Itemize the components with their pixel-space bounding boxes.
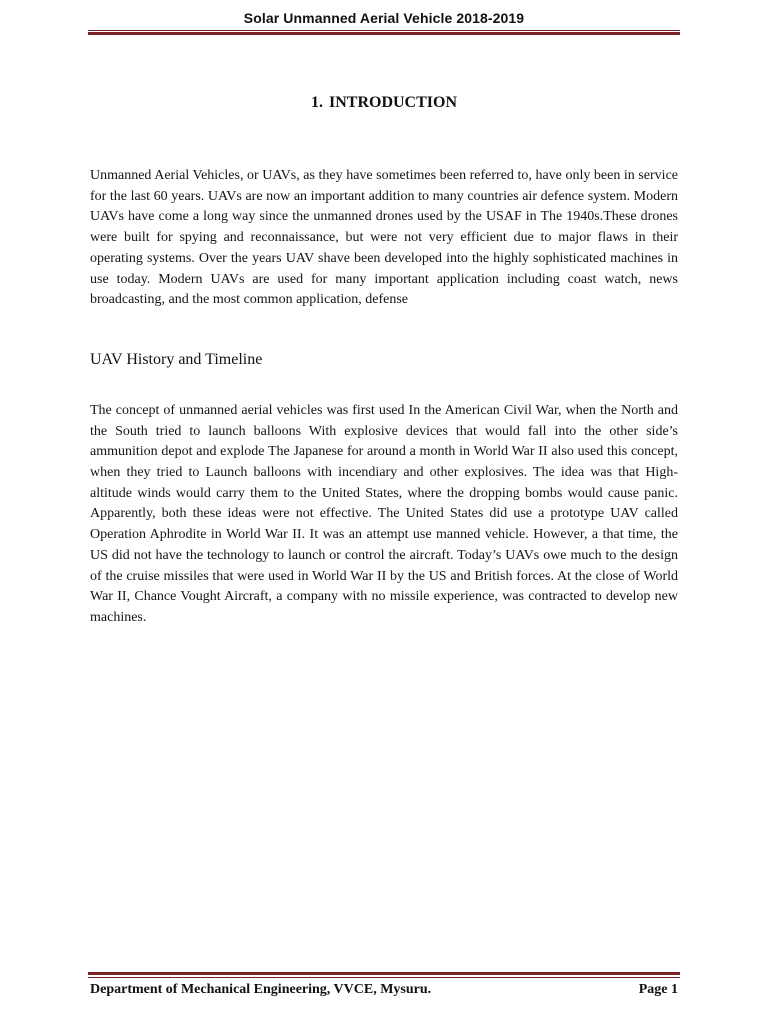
history-paragraph: The concept of unmanned aerial vehicles was first used In the American Civil War, when the North and the South tried to launch balloons With explosive devices that would fall into the other side’s ammunition depot and explode The Japanese for around a month in World War II also used this concept, when they tried to Launch balloons with incendiary and other explosives. The idea was that High-altitude winds would carry them to the United States, where the dropping bombs would cause panic. Apparently, both these ideas were not effective. The United States did use a prototype UAV called Operation Aphrodite in World War II. It was an attempt use manned vehicle. However, a that time, the US did not have the technology to launch or control the aircraft. Today’s UAVs owe much to the design of the cruise missiles that were used in World War II by the US and British forces. At the close of World War II, Chance Vought Aircraft, a company with no missile experience, was contracted to develop new machines. bbox=[90, 402, 678, 625]
chapter-number: 1. bbox=[310, 94, 323, 111]
section-heading: UAV History and Timeline bbox=[90, 350, 263, 368]
footer-department: Department of Mechanical Engineering, VVCE, Mysuru. bbox=[90, 982, 432, 997]
header-rule-thin bbox=[88, 30, 680, 31]
header-rule-thick bbox=[88, 32, 680, 35]
chapter-title bbox=[90, 92, 678, 114]
footer-rule-thin bbox=[88, 977, 680, 978]
page-number: Page 1 bbox=[638, 982, 678, 997]
chapter-title-text: INTRODUCTION bbox=[328, 94, 457, 111]
page-body bbox=[90, 92, 678, 629]
footer-rule-thick bbox=[88, 972, 680, 975]
intro-paragraph: Unmanned Aerial Vehicles, or UAVs, as they have sometimes been referred to, have only been in service for the last 60 years. UAVs are now an important addition to many countries air defence system. Modern UAVs have come a long way since the unmanned drones used by the USAF in The 1940s.These drones were built for spying and reconnaissance, but were not very efficient due to major flaws in their operating systems. Over the years UAV shave been developed into the highly sophisticated machines in use today. Modern UAVs are used for many important application including coast watch, news broadcasting, and the most common application, defense bbox=[90, 168, 678, 308]
running-header-title: Solar Unmanned Aerial Vehicle 2018-2019 bbox=[243, 10, 525, 26]
